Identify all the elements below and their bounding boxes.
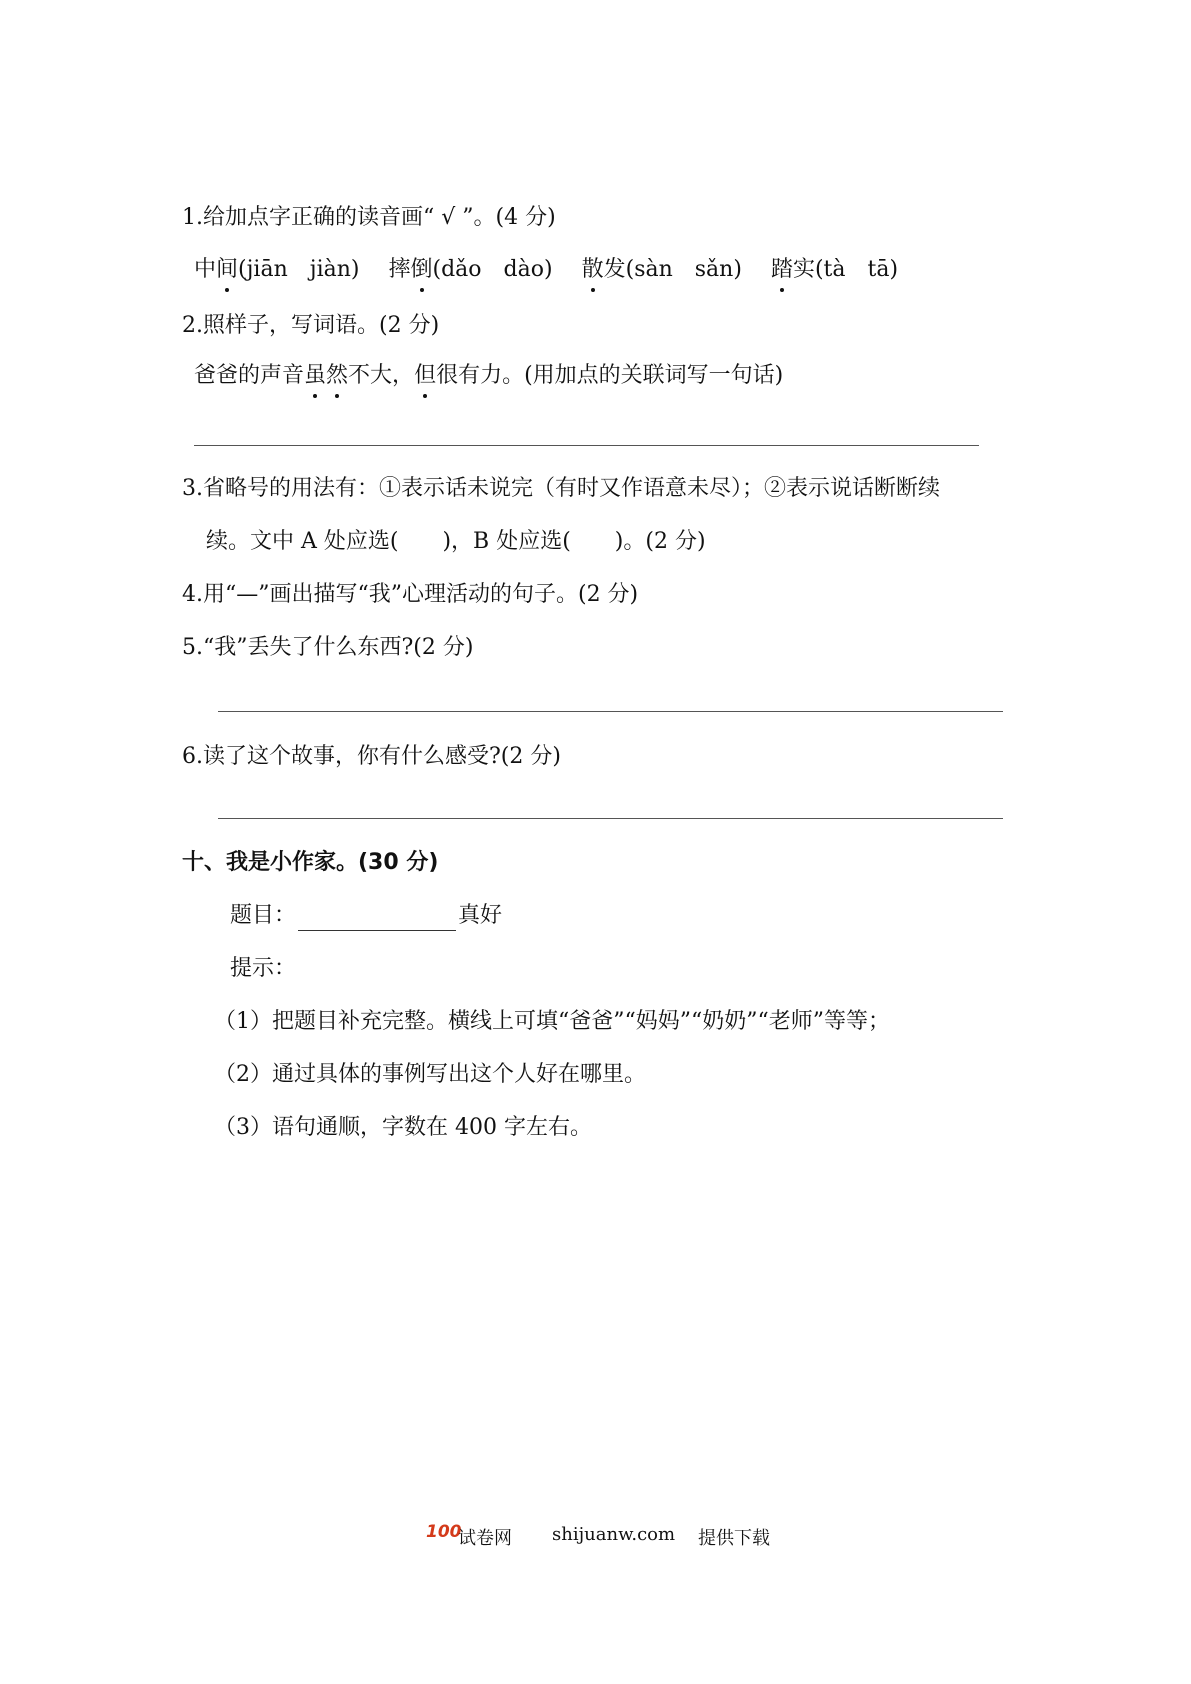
q2-answer-line[interactable] (194, 445, 979, 446)
q1-title: 1.给加点字正确的读音画“ √ ”。(4 分) (182, 205, 556, 230)
q6-text: 6.读了这个故事，你有什么感受?(2 分) (182, 744, 561, 769)
q1-item-2: 摔倒(dǎo dào) (388, 257, 552, 282)
q6-answer-line[interactable] (218, 818, 1003, 819)
footer-brand: 试卷网 (458, 1528, 512, 1549)
q3-line-1: 3.省略号的用法有：①表示话未说完（有时又作语意未尽）；②表示说话断断续 (182, 476, 940, 501)
footer-logo: 100 (426, 1522, 462, 1542)
essay-topic (230, 901, 502, 931)
q2-title: 2.照样子，写词语。(2 分) (182, 313, 440, 338)
hint-1: （1）把题目补充完整。横线上可填“爸爸”“妈妈”“奶奶”“老师”等等； (214, 1009, 890, 1034)
q4-text: 4.用“—”画出描写“我”心理活动的句子。(2 分) (182, 582, 639, 607)
q3-line-2: 续。文中 A 处应选( )，B 处应选( )。(2 分) (206, 529, 706, 554)
q2-example: 爸爸的声音虽然不大，但很有力。(用加点的关联词写一句话) (194, 361, 783, 391)
footer-note: 提供下载 (698, 1528, 770, 1549)
q1-item-1: 中间(jiān jiàn) (194, 257, 359, 282)
topic-label: 题目： (230, 903, 297, 928)
footer-site-link[interactable]: shijuanw.com (552, 1524, 676, 1545)
hint-label: 提示： (230, 956, 297, 981)
q1-item-3: 散发(sàn sǎn) (582, 257, 742, 282)
hint-3: （3）语句通顺，字数在 400 字左右。 (214, 1115, 592, 1140)
q5-text: 5.“我”丢失了什么东西?(2 分) (182, 635, 474, 660)
section-10-heading: 十、我是小作家。(30 分) (182, 850, 439, 875)
topic-blank[interactable] (298, 908, 456, 931)
q1-items (194, 255, 898, 285)
q5-answer-line[interactable] (218, 711, 1003, 712)
q1-item-4: 踏实(tà tā) (771, 257, 898, 282)
topic-suffix: 真好 (458, 903, 503, 928)
hint-2: （2）通过具体的事例写出这个人好在哪里。 (214, 1062, 646, 1087)
